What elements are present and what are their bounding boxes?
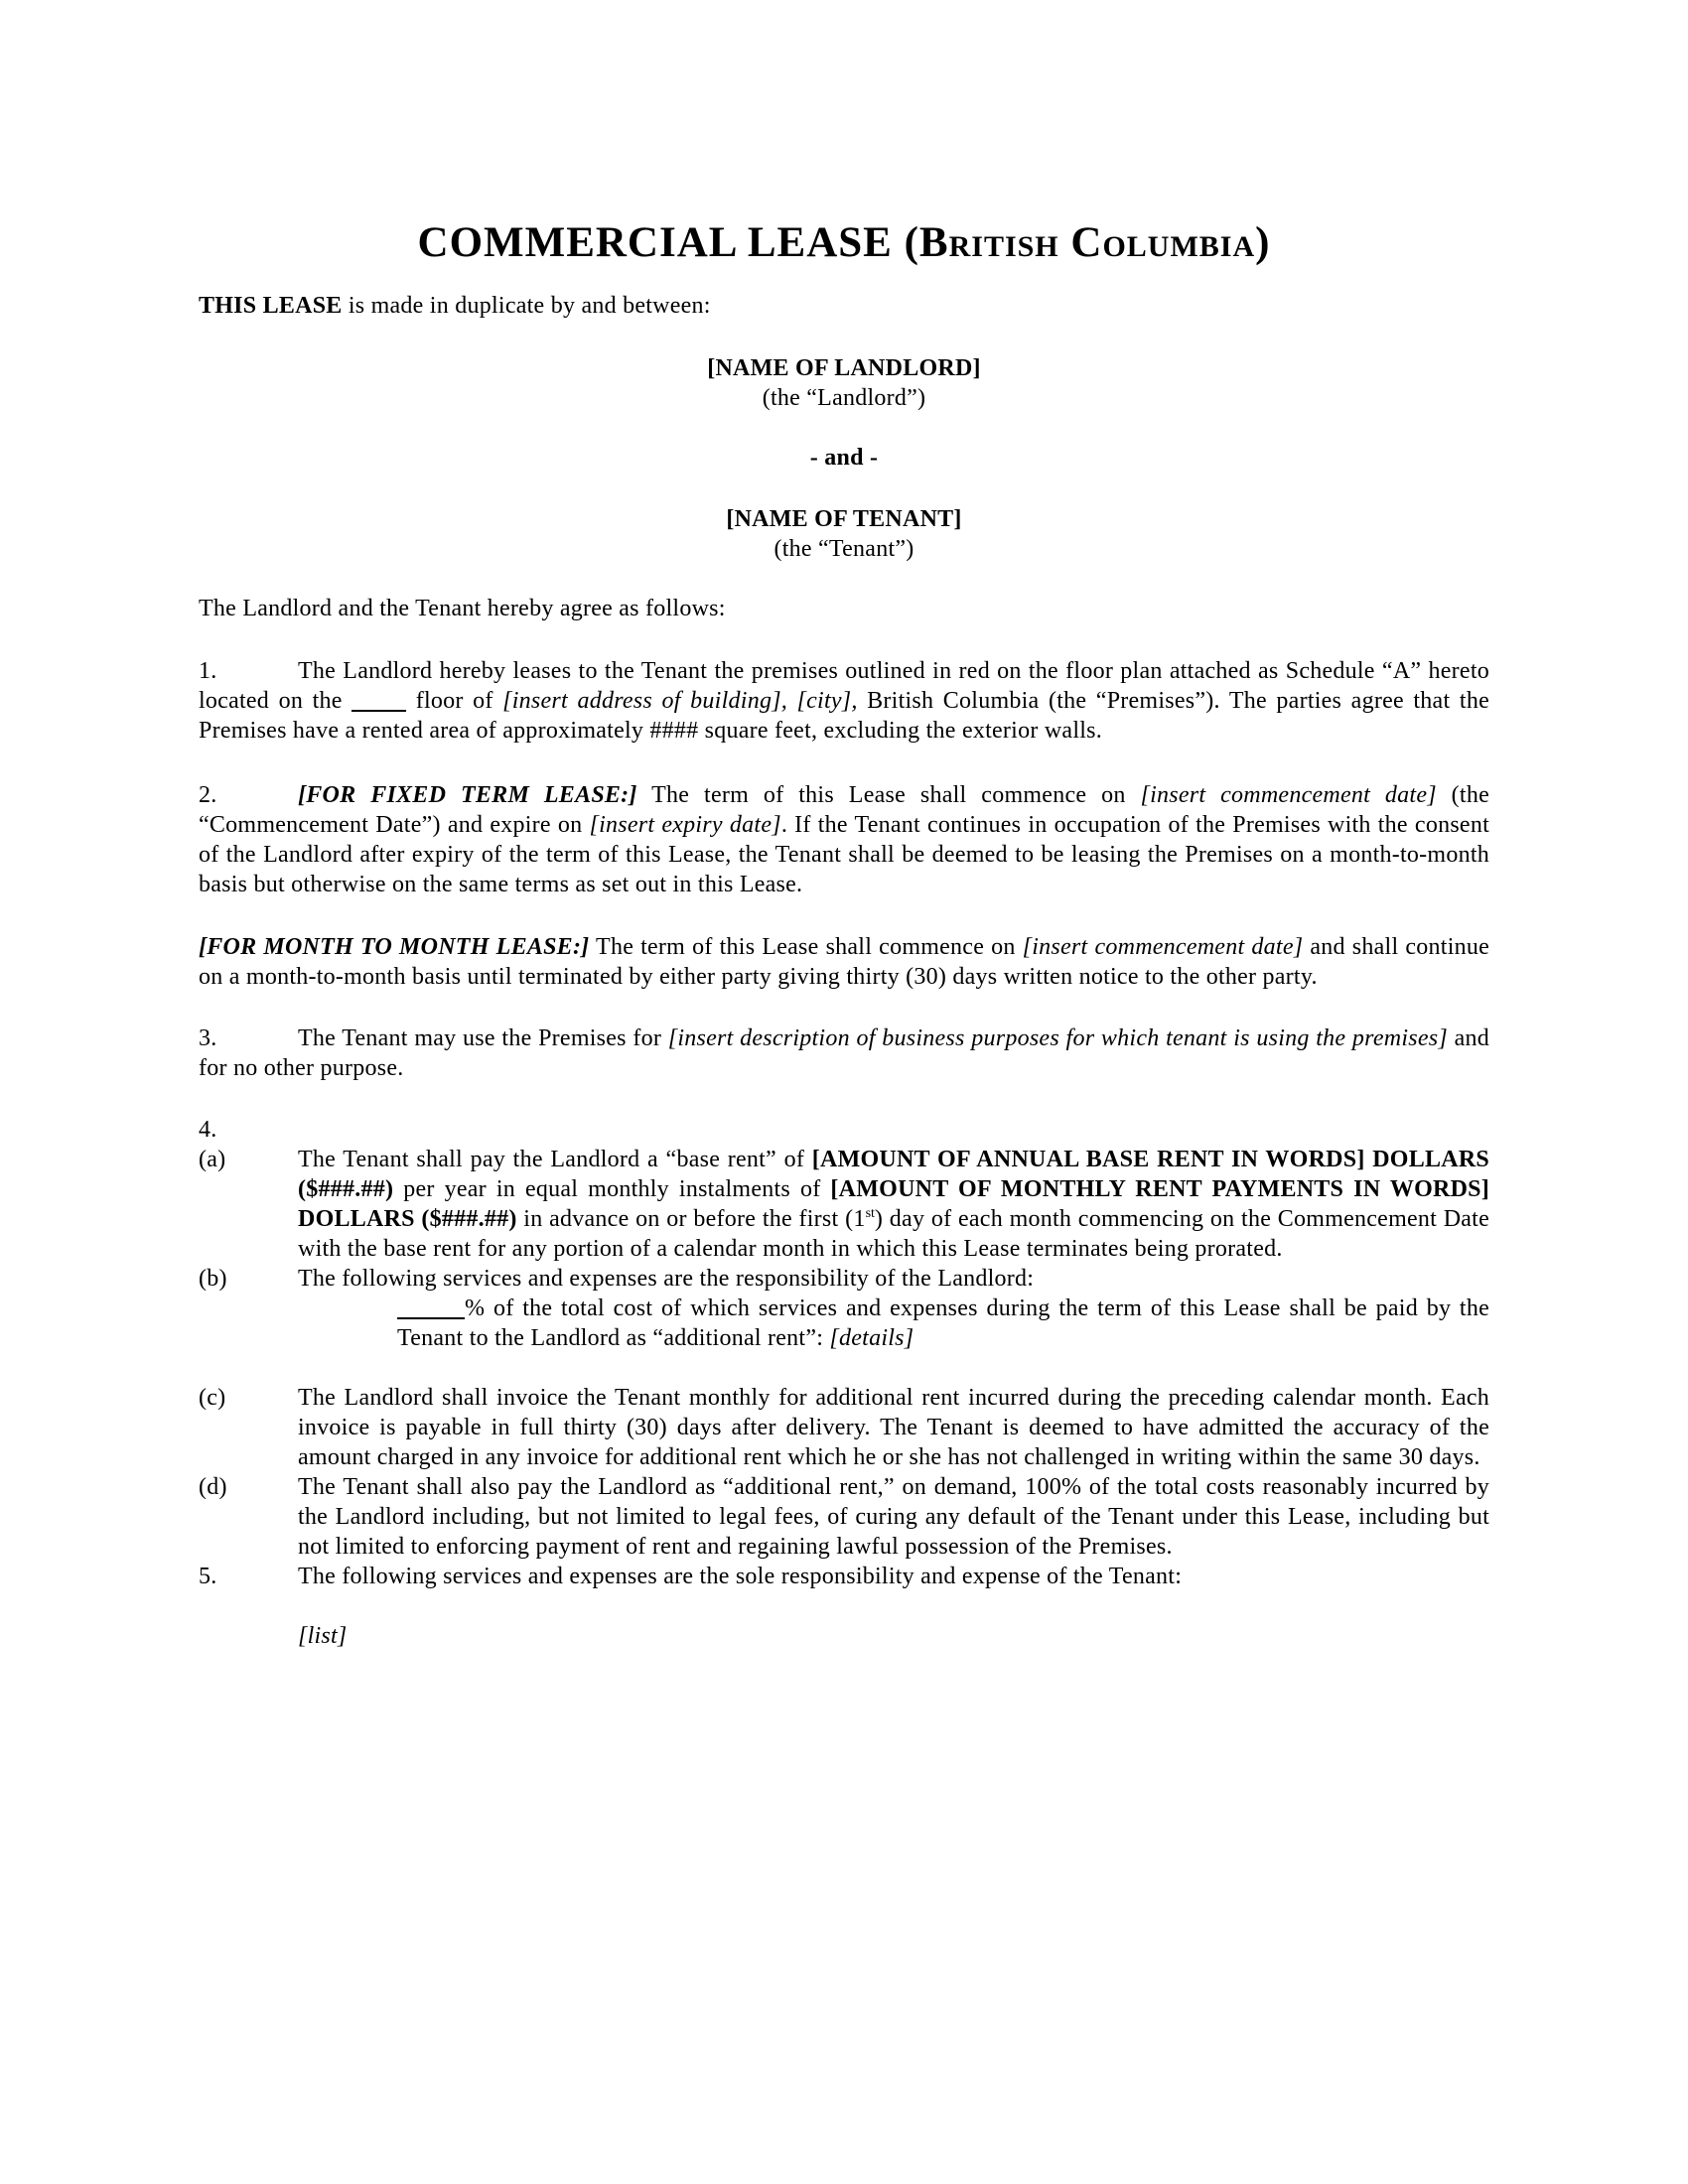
clause-4c-invoicing bbox=[199, 1383, 1489, 1472]
text-run: st bbox=[865, 1206, 875, 1221]
tenant-alias: (the “Tenant”) bbox=[774, 536, 914, 562]
clause-month-to-month-text bbox=[199, 934, 1489, 990]
text-run: The Landlord hereby leases to the Tenant the premises outlined in red on the floor plan attached as Schedule “A” hereto located on the bbox=[199, 658, 1489, 714]
text-run: The Tenant shall pay the Landlord a “base rent” of bbox=[298, 1147, 812, 1172]
text-run: [insert commencement date] bbox=[1022, 934, 1304, 960]
clause-1 bbox=[199, 656, 1489, 746]
clause-5-text bbox=[298, 1564, 1182, 1589]
clause-2-fixed-term bbox=[199, 780, 1489, 899]
clause-4-label bbox=[199, 1115, 1489, 1145]
text-run: [insert address of building], [city], bbox=[502, 688, 858, 714]
clause-4b-additional-rent-detail bbox=[397, 1294, 1489, 1353]
clause-4a-letter: (a) bbox=[199, 1147, 226, 1172]
text-run: The term of this Lease shall commence on bbox=[636, 782, 1141, 808]
clause-4d-text bbox=[298, 1474, 1489, 1560]
text-run: [insert commencement date] bbox=[1140, 782, 1437, 808]
clause-5-number: 5. bbox=[199, 1564, 217, 1589]
intro-line bbox=[199, 291, 1489, 321]
title-region-smallcaps: British Columbia bbox=[918, 219, 1256, 266]
text-run: ) day of each month commencing on the Commencement Date with the base rent for any portion of a calendar month in which this Lease terminates being prorated. bbox=[298, 1206, 1490, 1262]
text-run: [FOR FIXED TERM LEASE:] bbox=[298, 782, 637, 808]
clause-4c-text bbox=[298, 1385, 1489, 1470]
text-run: The Tenant may use the Premises for bbox=[298, 1025, 668, 1051]
text-run: The term of this Lease shall commence on bbox=[589, 934, 1023, 960]
clause-1-number: 1. bbox=[199, 658, 217, 684]
clause-4b-letter: (b) bbox=[199, 1266, 227, 1292]
text-run: in advance on or before the first (1 bbox=[516, 1206, 866, 1232]
clause-month-to-month bbox=[199, 932, 1489, 992]
text-run: [AMOUNT OF ANNUAL BASE RENT IN WORDS] DOLLARS ($###.##) bbox=[298, 1147, 1490, 1202]
clause-4a-base-rent bbox=[199, 1145, 1489, 1264]
clause-4b-detail-text bbox=[397, 1296, 1489, 1351]
tenant-name: [NAME OF TENANT] bbox=[726, 506, 962, 532]
text-run: [list] bbox=[298, 1623, 348, 1649]
text-run: and for no other purpose. bbox=[199, 1025, 1489, 1081]
clause-3-use bbox=[199, 1024, 1489, 1083]
text-run: per year in equal monthly instalments of bbox=[393, 1176, 831, 1202]
clause-5-tenant-expenses bbox=[199, 1562, 1489, 1591]
document-title bbox=[199, 219, 1489, 266]
text-run: The following services and expenses are the sole responsibility and expense of the Tenant: bbox=[298, 1564, 1183, 1589]
list-placeholder bbox=[298, 1621, 1489, 1651]
text-run: [details] bbox=[829, 1325, 914, 1351]
text-run: [FOR MONTH TO MONTH LEASE:] bbox=[199, 934, 590, 960]
intro-rest: is made in duplicate by and between: bbox=[342, 293, 711, 319]
text-run: floor of bbox=[406, 688, 503, 714]
fill-in-blank bbox=[397, 1312, 465, 1319]
clause-2-number: 2. bbox=[199, 782, 217, 808]
text-run: % of the total cost of which services and expenses during the term of this Lease shall be paid by the Tenant to the Landlord as “additional rent”: bbox=[397, 1296, 1489, 1351]
clause-4d-letter: (d) bbox=[199, 1474, 227, 1500]
text-run: and shall continue on a month-to-month basis until terminated by either party giving thirty (30) days written notice to the other party. bbox=[199, 934, 1490, 990]
text-run: (the “Commencement Date”) and expire on bbox=[199, 782, 1489, 838]
fill-in-blank bbox=[352, 705, 406, 712]
text-run: British Columbia (the “Premises”). The parties agree that the Premises have a rented area of approximately #### square feet, excluding the exterior walls. bbox=[199, 688, 1489, 744]
text-run: [insert description of business purposes for which tenant is using the premises] bbox=[667, 1025, 1448, 1051]
text-run: [AMOUNT OF MONTHLY RENT PAYMENTS IN WORDS] DOLLARS ($###.##) bbox=[298, 1176, 1489, 1232]
landlord-alias: (the “Landlord”) bbox=[762, 385, 926, 411]
clause-4d-default-costs bbox=[199, 1472, 1489, 1562]
clause-2-text bbox=[199, 782, 1489, 897]
clause-3-number: 3. bbox=[199, 1025, 217, 1051]
clause-4a-text bbox=[298, 1147, 1489, 1262]
agreement-lead: The Landlord and the Tenant hereby agree as follows: bbox=[199, 596, 726, 621]
clause-4-number: 4. bbox=[199, 1117, 217, 1143]
title-main: COMMERCIAL LEASE ( bbox=[417, 219, 919, 266]
text-run: The Tenant shall also pay the Landlord as “additional rent,” on demand, 100% of the total costs reasonably incurred by the Landlord including, but not limited to legal fees, of curing any default of the Tenant under this Lease, including but not limited to enforcing payment of rent and regaining lawful possession of the Premises. bbox=[298, 1474, 1489, 1560]
text-run: The Landlord shall invoice the Tenant monthly for additional rent incurred during the preceding calendar month. Each invoice is payable in full thirty (30) days after delivery. The Tenant is deemed to have admitted the accuracy of the amount charged in any invoice for additional rent which he or she has not challenged in writing within the same 30 days. bbox=[298, 1385, 1489, 1470]
landlord-name: [NAME OF LANDLORD] bbox=[707, 355, 981, 381]
clause-1-text bbox=[199, 658, 1489, 744]
intro-lead: THIS LEASE bbox=[199, 293, 343, 319]
list-placeholder-text bbox=[298, 1623, 348, 1649]
text-run: [insert expiry date] bbox=[589, 812, 781, 838]
title-close: ) bbox=[1255, 219, 1271, 266]
text-run: . If the Tenant continues in occupation of the Premises with the consent of the Landlord after expiry of the term of this Lease, the Tenant shall be deemed to be leasing the Premises on a month-to-month basis but otherwise on the same terms as set out in this Lease. bbox=[199, 812, 1489, 897]
text-run: The following services and expenses are the responsibility of the Landlord: bbox=[298, 1266, 1035, 1292]
clause-3-text bbox=[199, 1025, 1489, 1081]
and-separator: - and - bbox=[809, 445, 879, 471]
clause-4b-text bbox=[298, 1266, 1034, 1292]
clause-4c-letter: (c) bbox=[199, 1385, 226, 1411]
clause-4b-landlord-expenses bbox=[199, 1264, 1489, 1294]
